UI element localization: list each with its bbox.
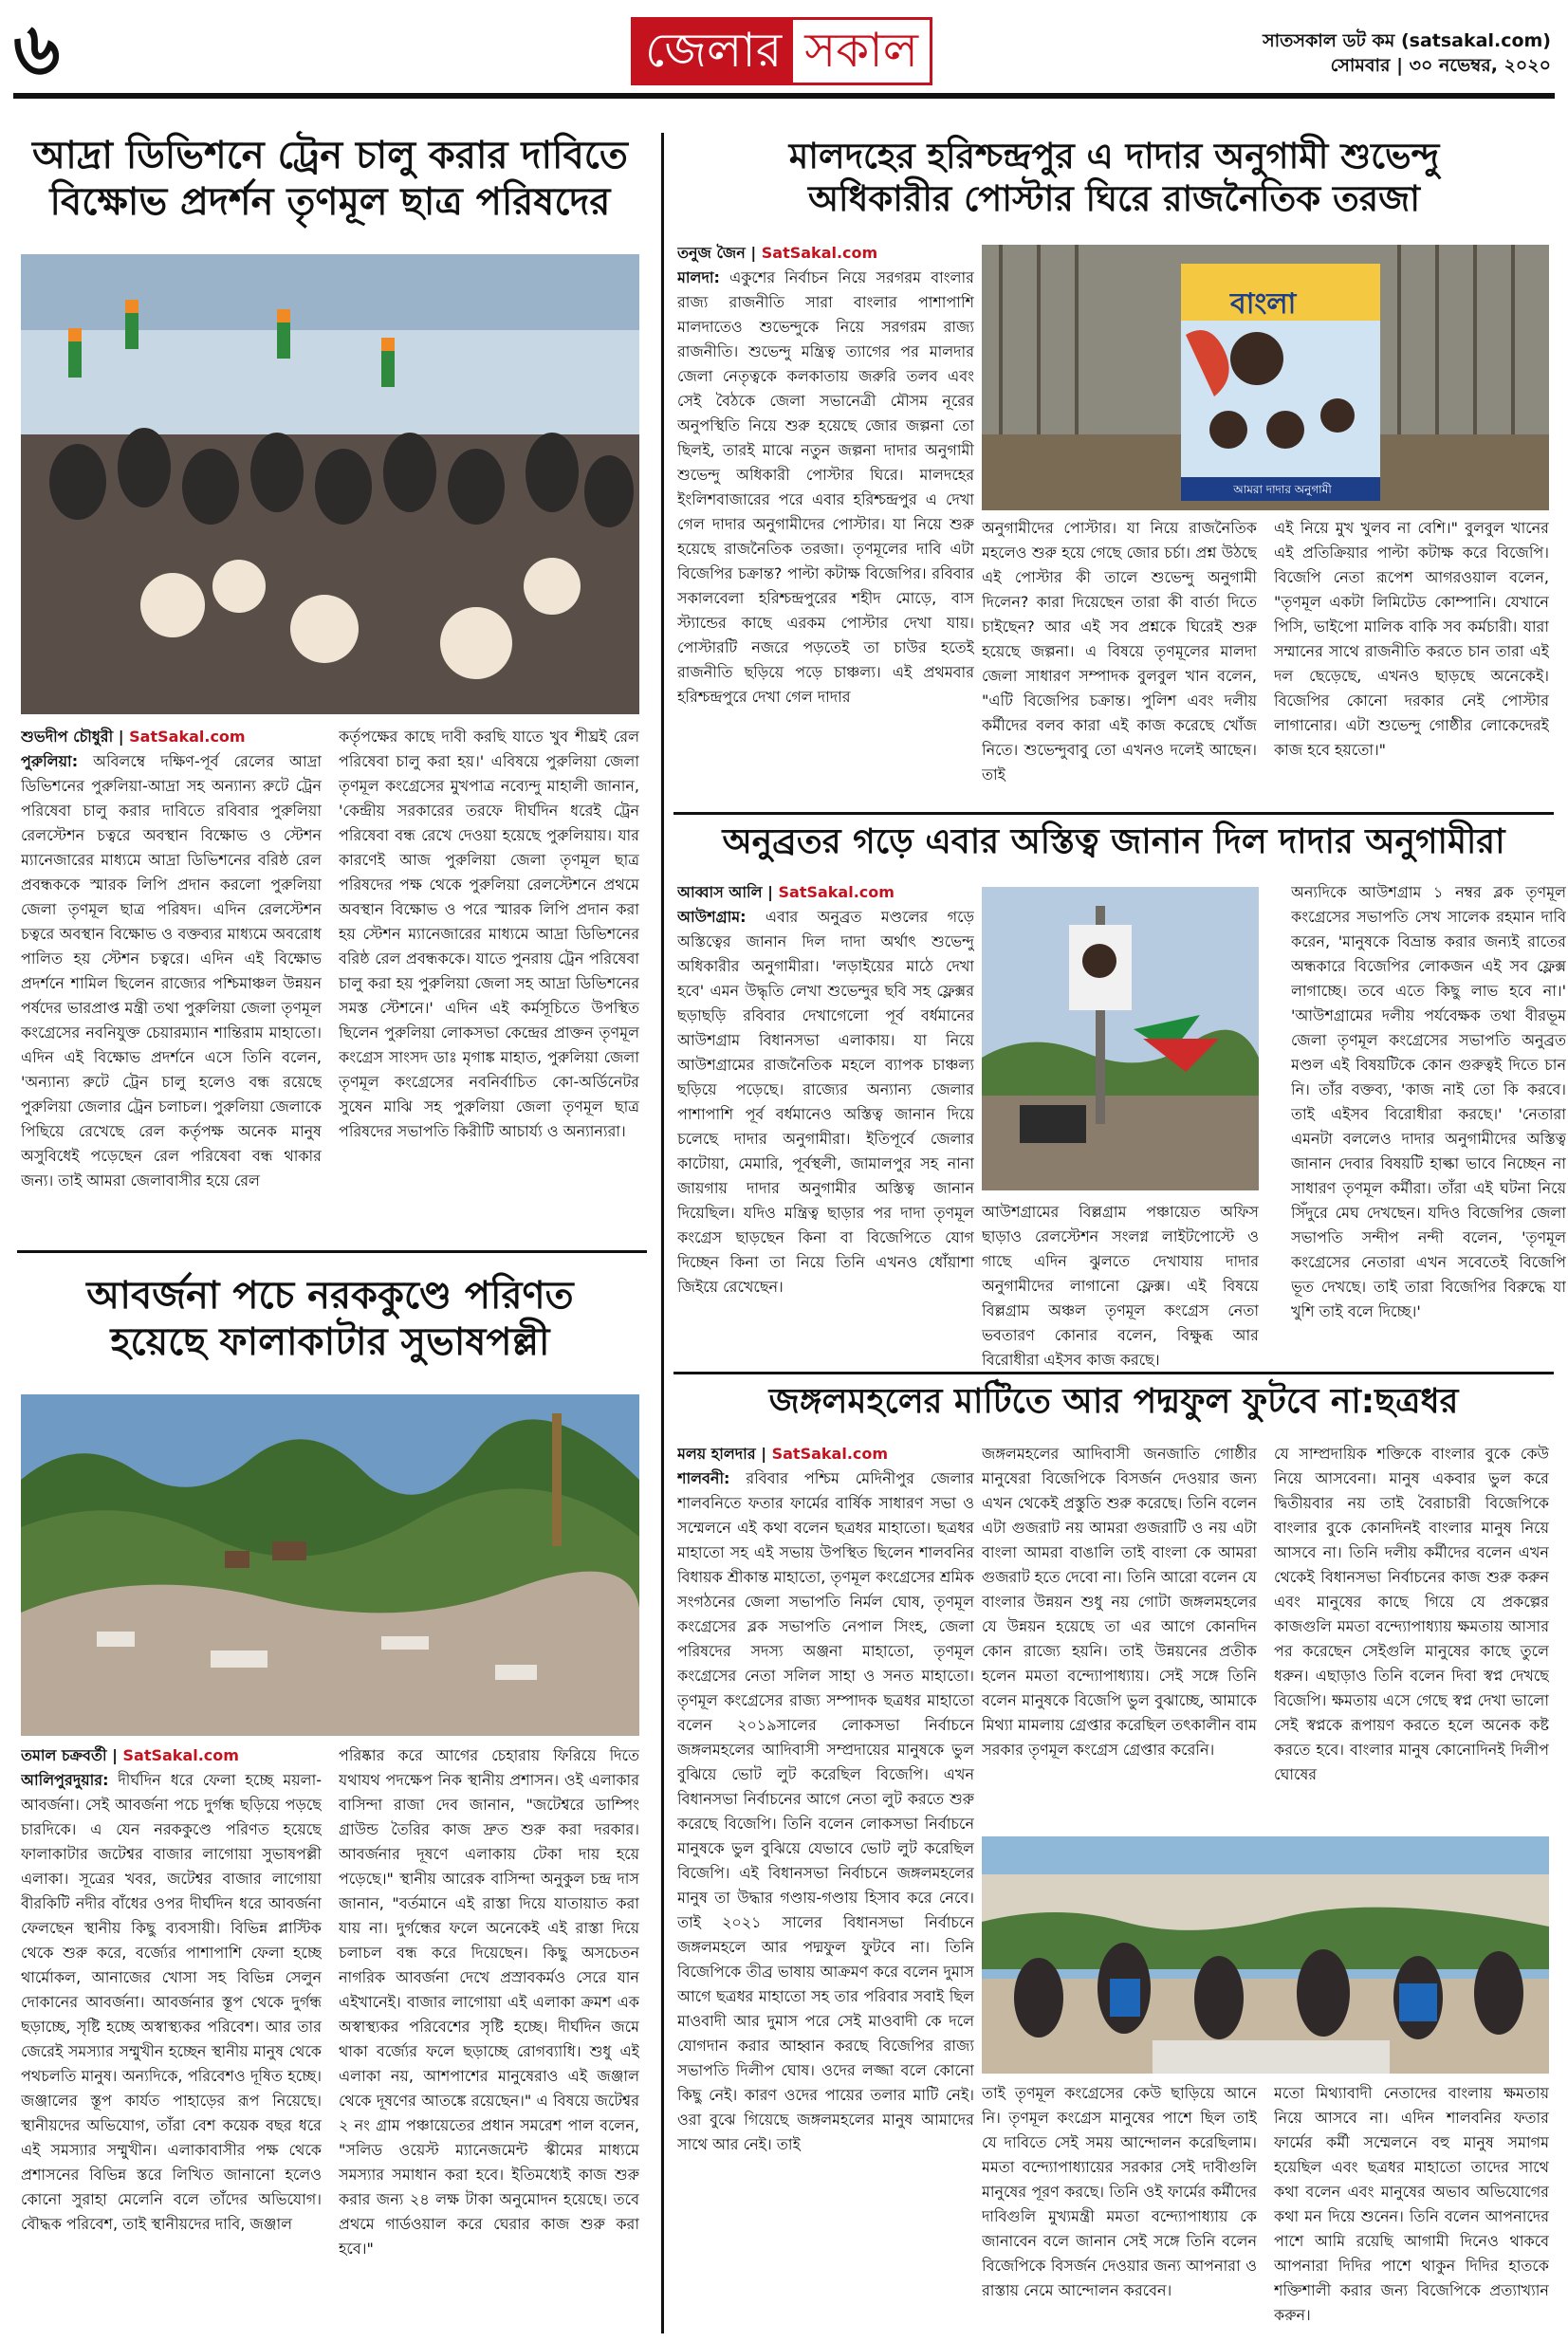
column-rule [661, 133, 664, 2333]
adra-headline-line-2: বিক্ষোভ প্রদর্শন তৃণমূল ছাত্র পরিষদের [49, 179, 611, 224]
logo-part-2: সকাল [793, 20, 930, 83]
jangalmahal-column-3 [1274, 1442, 1549, 1829]
jangalmahal-dateline: শালবনী: [677, 1469, 730, 1487]
falakata-byline: তমাল চক্রবর্তী | SatSakal.com [21, 1746, 239, 1764]
jangalmahal-text-2: জঙ্গলমহলের আদিবাসী জনজাতি গোষ্ঠীর মানুষেরা বিজেপিকে বিসর্জন দেওয়ার জন্য এখন থেকেই প্রস্তুতি শুরু করেছে। তিনি বলেন এটা গুজরাট নয় আমরা গুজরাটি ও নয় এটা বাংলা আমরা বাঙালি তাই বাংলা কে আমরা গুজরাট হতে দেবো না। তিনি আরো বলেন যে বাংলার উন্নয়ন শুধু নয় গোটা জঙ্গলমহলের যে উন্নয়ন হয়েছে তা এর আগে কোনদিন কোন রাজ্যে হয়নি। তাই উন্নয়নের প্রতীক হলেন মমতা বন্দ্যোপাধ্যায়। সেই সঙ্গে তিনি বলেন মানুষকে বিজেপি ভুল বুঝাচ্ছে, আমাকে মিথ্যা মামলায় গ্রেপ্তার করেছিল তৎকালীন বাম সরকার তৃণমূল কংগ্রেস গ্রেপ্তার করেনি। [982, 1445, 1257, 1759]
adra-body [21, 725, 639, 1242]
poster-caption: আমরা দাদার অনুগামী [1233, 483, 1332, 496]
jangalmahal-column-2 [982, 1442, 1257, 1829]
jangalmahal-text-4: তাই তৃণমূল কংগ্রেসের কেউ ছাড়িয়ে আনে নি। তৃণমূল কংগ্রেস মানুষের পাশে ছিল তাই যে দাবিতে সেই সময় আন্দোলন করেছিলাম। মমতা বন্দ্যোপাধ্যায়ের সরকার সেই দাবীগুলি মানুষের পূরণ করছে। তিনি ওই ফার্মের কর্মীদের দাবিগুলি মুখ্যমন্ত্রী মমতা বন্দ্যোপাধ্যায় কে জানাবেন বলে জানান সেই সঙ্গে তিনি বলেন বিজেপিকে বিসর্জন দেওয়ার জন্য আপনারা ও রাস্তায় নেমে আন্দোলন করবেন। [982, 2084, 1257, 2299]
adra-byline: শুভদীপ চৌধুরী | SatSakal.com [21, 728, 246, 746]
jangalmahal-column-5 [1274, 2081, 1549, 2335]
malda-headline-line-2: অধিকারীর পোস্টার ঘিরে রাজনৈতিক তরজা [808, 178, 1420, 220]
jangalmahal-headline: জঙ্গলমহলের মাটিতে আর পদ্মফুল ফুটবে না:ছত্রধর [768, 1382, 1459, 1421]
page-number: ৬ [13, 7, 61, 91]
ausgram-photo-caption [982, 1200, 1259, 1380]
jangalmahal-lower-body [982, 2081, 1549, 2335]
jangalmahal-text-3: যে সাম্প্রদায়িক শক্তিকে বাংলার বুকে কেউ নিয়ে আসবেনা। মানুষ একবার ভুল করে দ্বিতীয়বার নয় তাই বৈরাচারী বিজেপিকে বাংলার বুকে কোনদিনই বাংলার মানুষ নিয়ে আসবে না। তিনি দলীয় কর্মীদের বলেন এখন থেকেই বিধানসভা নির্বাচনের কাজ শুরু করুন এবং মানুষের কাছে গিয়ে যে প্রকল্পের কাজগুলি মমতা বন্দ্যোপাধ্যায় ক্ষমতায় আসার পর করেছেন সেইগুলি মানুষের কাছে তুলে ধরুন। এছাড়াও তিনি বলেন দিবা স্বপ্ন দেখছে বিজেপি। ক্ষমতায় এসে গেছে স্বপ্ন দেখা ভালো সেই স্বপ্নকে রূপায়ণ করতে হলে অনেক কষ্ট করতে হবে। বাংলার মানুষ কোনোদিনই দিলীপ ঘোষের [1274, 1445, 1549, 1783]
jangalmahal-column-1 [677, 1442, 974, 2335]
adra-column-2 [339, 725, 639, 1242]
issue-date: সোমবার | ৩০ নভেম্বর, ২০২০ [1330, 55, 1551, 76]
masthead-rule [13, 93, 1555, 99]
ausgram-column-3 [1291, 880, 1566, 1381]
jangalmahal-text-5: মতো মিথ্যাবাদী নেতাদের বাংলায় ক্ষমতায় নিয়ে আসবে না। এদিন শালবনির ফতার ফার্মের কর্মী সম্মেলনে বহু মানুষ সমাগম হয়েছিল এবং ছত্রধর মাহাতো তাদের সাথে কথা বলেন এবং মানুষের অভাব অভিযোগের কথা মন দিয়ে শুনেন। তিনি বলেন আপনাদের পাশে আমি রয়েছি আগামী দিনেও থাকবে আপনারা দিদির পাশে থাকুন দিদির হাতকে শক্তিশালী করার জন্য বিজেপিকে প্রত্যাখ্যান করুন। [1274, 2084, 1549, 2324]
jangalmahal-text-1: রবিবার পশ্চিম মেদিনীপুর জেলার শালবনিতে ফতার ফার্মের বার্ষিক সাধারণ সভা ও সম্মেলনে এই কথা বলেন ছত্রধর মাহাতো। ছত্রধর মাহাতো সহ এই সভায় উপস্থিত ছিলেন শালবনির বিধায়ক শ্রীকান্ত মাহাতো, তৃণমূল কংগ্রেসের শ্রমিক সংগঠনের জেলা সভাপতি নির্মল ঘোষ, তৃণমূল কংগ্রেসের ব্লক সভাপতি নেপাল সিংহ, জেলা পরিষদের সদস্য অঞ্জনা মাহাতো, তৃণমূল কংগ্রেসের নেতা সলিল সাহা ও সনত মাহাতো। তৃণমূল কংগ্রেসের রাজ্য সম্পাদক ছত্রধর মাহাতো বলেন ২০১৯সালের লোকসভা নির্বাচনে জঙ্গলমহলের আদিবাসী সম্প্রদায়ের মানুষকে ভুল বুঝিয়ে ভোট লুট করেছিল বিজেপি। এখন বিধানসভা নির্বাচনের আগে নেতা লুট করতে শুরু করেছে বিজেপি। তিনি বলেন লোকসভা নির্বাচনে মানুষকে ভুল বুঝিয়ে যেভাবে ভোট লুট করেছিল বিজেপি। এই বিধানসভা নির্বাচনে জঙ্গলমহলের মানুষ তা উদ্ধার গণ্ডায়-গণ্ডায় হিসাব করে নেবে। তাই ২০২১ সালের বিধানসভা নির্বাচনে জঙ্গলমহলে আর পদ্মফুল ফুটবে না। তিনি বিজেপিকে তীব্র ভাষায় আক্রমণ করে বলেন দুমাস আগে ছত্রধর মাহাতো সহ তার পরিবার সবাই ছিল মাওবাদী আর দুমাস পরে সেই মাওবাদী কে দলে যোগদান করার আহ্বান করছে বিজেপির রাজ্য সভাপতি দিলীপ ঘোষ। ওদের লজ্জা বলে কোনো কিছু নেই। কারণ ওদের পায়ের তলার মাটি নেই। ওরা বুঝে গিয়েছে জঙ্গলমহলের মানুষ আমাদের সাথে আর নেই। তাই [677, 1469, 974, 2153]
falakata-headline [17, 1273, 643, 1366]
jangalmahal-author: মলয় হালদার [677, 1445, 756, 1463]
falakata-text-2: পরিষ্কার করে আগের চেহারায় ফিরিয়ে দিতে যথাযথ পদক্ষেপ নিক স্থানীয় প্রশাসন। ওই এলাকার বাসিন্দা রাজা দেব জানান, "জটেশ্বরে ডাম্পিং গ্রাউন্ড তৈরির কাজ দ্রুত শুরু করা দরকার। আবর্জনার দূষণে এলাকায় টেকা দায় হয়ে পড়েছে।" স্থানীয় আরেক বাসিন্দা অনুকুল চন্দ্র দাস জানান, "বর্তমানে এই রাস্তা দিয়ে যাতায়াত করা যায় না। দুর্গন্ধের ফলে অনেকেই এই রাস্তা দিয়ে চলাচল বন্ধ করে দিয়েছেন। কিছু অসচেতন নাগরিক আবর্জনা দেখে প্রস্রাবকর্মও সেরে যান এইখানেই। বাজার লাগোয়া এই এলাকা ক্রমশ এক অস্বাস্থ্যকর পরিবেশের সৃষ্টি হচ্ছে। দীর্ঘদিন জমে থাকা বর্জ্যের ফলে ছড়াচ্ছে রোগব্যাধি। শুধু এই এলাকা নয়, আশপাশের মানুষেরাও এই জঞ্জাল থেকে দূষণের আতঙ্কে রয়েছেন।" এ বিষয়ে জটেশ্বর ২ নং গ্রাম পঞ্চায়েতের প্রধান সমরেশ পাল বলেন, "সলিড ওয়েস্ট ম্যানেজমেন্ট স্কীমের মাধ্যমে সমস্যার সমাধান করা হবে। ইতিমধ্যেই কাজ শুরু করার জন্য ২৪ লক্ষ টাকা অনুমোদন হয়েছে। তবে প্রথমে গার্ডওয়াল করে ঘেরার কাজ শুরু করা হবে।" [339, 1746, 639, 2258]
ausgram-text-3: অন্যদিকে আউশগ্রাম ১ নম্বর ব্লক তৃণমূল কংগ্রেসের সভাপতি সেখ সালেক রহমান দাবি করেন, 'মানুষকে বিভ্রান্ত করার জন্যই রাতের অন্ধকারে বিজেপির লোকজন এই সব ফ্লেক্স লাগাচ্ছে। তবে এতে কিছু লাভ হবে না।' 'আউশগ্রামের দলীয় পর্যবেক্ষক তথা বীরভূম জেলা তৃণমূল কংগ্রেসের সভাপতি অনুব্রত মণ্ডল এই বিষয়টিকে কোন গুরুত্বই দিতে চান নি। তাঁর বক্তব্য, 'কাজ নাই তো কি করবে। তাই এইসব বিরোধীরা করছে।' 'নেতারা এমনটা বললেও দাদার অনুগামীদের অস্তিত্ব জানান দেবার বিষয়টি হাল্কা ভাবে নিচ্ছেন না সাধারণ তৃণমূল কর্মীরা। তাঁরা এই ঘটনা নিয়ে সিঁদুরে মেঘ দেখছেন। যদিও বিজেপির জেলা সভাপতি সন্দীপ নন্দী বলেন, 'তৃণমূল কংগ্রেসের নেতারা এখন সবেতেই বিজেপি ভূত দেখছে। তাই তারা বিজেপির বিরুদ্ধে যা খুশি তাই বলে দিচ্ছে।' [1291, 883, 1566, 1320]
falakata-column-1 [21, 1743, 322, 2336]
falakata-body [21, 1743, 639, 2336]
falakata-author: তমাল চক্রবর্তী [21, 1746, 107, 1764]
ausgram-headline: অনুব্রতর গড়ে এবার অস্তিত্ব জানান দিল দাদার অনুগামীরা [722, 822, 1505, 861]
ausgram-source: SatSakal.com [778, 883, 895, 901]
malda-headline-line-1: মালদহের হরিশ্চন্দ্রপুর এ দাদার অনুগামী শুভেন্দু [788, 136, 1440, 176]
malda-lower-body [982, 516, 1549, 801]
jangalmahal-byline: মলয় হালদার | SatSakal.com [677, 1445, 889, 1463]
jangalmahal-column-4 [982, 2081, 1257, 2335]
falakata-headline-line-2: হয়েছে ফালাকাটার সুভাষপল্লী [110, 1319, 550, 1364]
adra-author: শুভদীপ চৌধুরী [21, 728, 114, 746]
malda-source: SatSakal.com [761, 244, 878, 262]
adra-dateline: পুরুলিয়া: [21, 752, 79, 770]
rule-left-1 [17, 1250, 647, 1253]
garbage-dump-photo [21, 1394, 639, 1736]
rule-right-2 [673, 1372, 1554, 1374]
malda-byline: তনুজ জৈন | SatSakal.com [677, 244, 878, 262]
adra-source: SatSakal.com [129, 728, 246, 746]
adra-protest-photo [21, 254, 639, 714]
ausgram-text-1: এবার অনুব্রত মণ্ডলের গড়ে অস্তিত্বের জানান দিল দাদা অর্থাৎ শুভেন্দু অধিকারীর অনুগামীরা। 'লড়াইয়ের মাঠে দেখা হবে' এমন উদ্ধৃতি লেখা শুভেন্দুর ছবি সহ ফ্লেক্সর ছড়াছড়ি রবিবার দেখাগেলো পূর্ব বর্ধমানের আউশগ্রাম বিধানসভা এলাকায়। যা নিয়ে আউশগ্রামের রাজনৈতিক মহলে ব্যাপক চাঞ্চল্য ছড়িয়ে পড়েছে। রাজ্যের অন্যান্য জেলার পাশাপাশি পূর্ব বর্ধমানেও অস্তিত্ব জানান দিয়ে চলেছে দাদার অনুগামীরা। ইতিপূর্বে জেলার কাটোয়া, মেমারি, পূর্বস্থলী, জামালপুর সহ নানা জায়গায় দাদার অনুগামীর অস্তিত্ব জানান দিয়েছিল। যদিও মন্ত্রিত্ব ছাড়ার পর দাদা তৃণমূল কংগ্রেস ছাড়ছেন কিনা বা বিজেপিতে যোগ দিচ্ছেন কিনা তা নিয়ে তিনি এখনও ধোঁয়াশা জিইয়ে রেখেছেন। [677, 908, 974, 1296]
ausgram-caption-text: আউশগ্রামের বিল্লগ্রাম পঞ্চায়েত অফিস ছাড়াও রেলস্টেশন সংলগ্ন লাইটপোস্টে ও গাছে এদিন ঝুলতে দেখাযায় দাদার অনুগামীদের লাগানো ফ্লেক্স। এই বিষয়ে বিল্লগ্রাম অঞ্চল তৃণমূল কংগ্রেস নেতা ভবতারণ কোনার বলেন, বিক্ষুব্ধ আর বিরোধীরা এইসব কাজ করছে। [982, 1203, 1259, 1369]
falakata-text-1: দীর্ঘদিন ধরে ফেলা হচ্ছে ময়লা-আবর্জনা। সেই আবর্জনা পচে দুর্গন্ধ ছড়িয়ে পড়ছে চারদিকে। এ যেন নরককুণ্ডে পরিণত হয়েছে ফালাকাটার জটেশ্বর বাজার লাগোয়া সুভাষপল্লী এলাকা। সূত্রের খবর, জটেশ্বর বাজার লাগোয়া বীরকিটি নদীর বাঁধের ওপর দীর্ঘদিন ধরে আবর্জনা ফেলছেন স্থানীয় কিছু ব্যবসায়ী। বিভিন্ন প্লাস্টিক থেকে শুরু করে, বর্জ্যের পাশাপাশি ফেলা হচ্ছে থার্মোকল, আনাজের খোসা সহ বিভিন্ন সেলুন দোকানের আবর্জনা। আবর্জনার স্তূপ থেকে দুর্গন্ধ ছড়াচ্ছে, সৃষ্টি হচ্ছে অস্বাস্থ্যকর পরিবেশ। আর তার জেরেই সমস্যার সম্মুখীন হচ্ছেন স্থানীয় মানুষ থেকে পথচলতি মানুষ। অন্যদিকে, পরিবেশও দূষিত হচ্ছে। জঞ্জালের স্তূপ কার্যত পাহাড়ের রূপ নিয়েছে। স্থানীয়দের অভিযোগ, তাঁরা বেশ কয়েক বছর ধরে এই সমস্যার সম্মুখীন। এলাকাবাসীর পক্ষ থেকে প্রশাসনের বিভিন্ন স্তরে লিখিত জানানো হলেও কোনো সুরাহা মেলেনি বলে তাঁদের অভিযোগ। বৌদ্ধক পরিবেশ, তাই স্থানীয়দের দাবি, জঞ্জাল [21, 1771, 322, 2233]
ausgram-column-1 [677, 880, 974, 1381]
malda-text-2: অনুগামীদের পোস্টার। যা নিয়ে রাজনৈতিক মহলেও শুরু হয়ে গেছে জোর চর্চা। প্রশ্ন উঠছে এই পোস্টার কী তালে শুভেন্দু অনুগামী দিলেন? কারা দিয়েছেন তারা কী বার্তা দিতে চাইছেন? আর এই সব প্রশ্নকে ঘিরেই শুরু হয়েছে জল্পনা। এ বিষয়ে তৃণমূলের মালদা জেলা সাধারণ সম্পাদক বুলবুল খান বলেন, "এটি বিজেপির চক্রান্ত। পুলিশ এবং দলীয় কর্মীদের বলব কারা এই কাজ করেছে খোঁজ নিতে। শুভেন্দুবাবু তো এখনও দলেই আছেন। তাই [982, 519, 1257, 784]
site-name: সাতসকাল ডট কম (satsakal.com) [1263, 30, 1551, 51]
malda-text-1: একুশের নির্বাচন নিয়ে সরগরম বাংলার রাজ্য রাজনীতি সারা বাংলার পাশাপাশি মালদাতেও শুভেন্দুকে নিয়ে সরগরম রাজ্য রাজনীতি। শুভেন্দু মন্ত্রিত্ব ত্যাগের পর মালদার জেলা নেতৃত্বকে কলকাতায় জরুরি তলব এবং সেই বৈঠকে জেলা সভানেত্রী মৌসম নূরের অনুপস্থিতি নিয়ে শুরু হয়েছে জোর জল্পনা তো ছিলই, তারই মাঝে নতুন জল্পনা দাদার অনুগামী শুভেন্দু অধিকারী পোস্টার ঘিরে। মালদহের ইংলিশবাজারের পরে এবার হরিশ্চন্দ্রপুর এ দেখা গেল দাদার অনুগামীদের পোস্টার। যা নিয়ে শুরু হয়েছে রাজনৈতিক তরজা। তৃণমূলের দাবি এটা বিজেপির চক্রান্ত? পাল্টা কটাক্ষ বিজেপির। রবিবার সকালবেলা হরিশ্চন্দ্রপুরের শহীদ মোড়ে, বাস স্ট্যান্ডের কাছে এরকম পোস্টার দেখা যায়। পোস্টারটি নজরে পড়তেই তা চাউর হতেই রাজনীতি ছড়িয়ে পড়ে চাঞ্চল্য। এই প্রথমবার হরিশ্চন্দ্রপুরে দেখা গেল দাদার [677, 268, 974, 706]
jangalmahal-meeting-photo [982, 1836, 1549, 2074]
logo-part-1: জেলার [634, 20, 793, 83]
malda-column-2 [982, 516, 1257, 801]
falakata-column-2 [339, 1743, 639, 2336]
malda-author: তনুজ জৈন [677, 244, 746, 262]
adra-headline-line-1: আদ্রা ডিভিশনে ট্রেন চালু করার দাবিতে [32, 134, 628, 177]
malda-dateline: মালদা: [677, 268, 720, 286]
falakata-source: SatSakal.com [122, 1746, 239, 1764]
malda-column-3 [1274, 516, 1549, 801]
ausgram-flex-photo [982, 887, 1259, 1190]
ausgram-dateline: আউশগ্রাম: [677, 908, 747, 926]
malda-headline [675, 135, 1553, 220]
falakata-dateline: আলিপুরদুয়ার: [21, 1771, 109, 1789]
adra-headline [17, 133, 643, 226]
ausgram-author: আব্বাস আলি [677, 883, 763, 901]
jangalmahal-upper-body [982, 1442, 1549, 1829]
malda-text-3: এই নিয়ে মুখ খুলব না বেশি।" বুলবুল খানের এই প্রতিক্রিয়ার পাল্টা কটাক্ষ করে বিজেপি। বিজেপি নেতা রূপেশ আগরওয়াল বলেন, "তৃণমূল একটা লিমিটেড কোম্পানি। যেখানে পিসি, ভাইপো মালিক বাকি সব কর্মচারী। যারা সম্মানের সাথে রাজনীতি করতে চান তারা এই দল ছেড়েছে, এখনও ছাড়ছে অনেকেই। বিজেপির কোনো দরকার নেই পোস্টার লাগানোর। এটা শুভেন্দু গোষ্ঠীর লোকেদেরই কাজ হবে হয়তো।" [1274, 519, 1549, 759]
jangalmahal-source: SatSakal.com [771, 1445, 889, 1463]
section-logo [631, 17, 932, 85]
ausgram-byline: আব্বাস আলি | SatSakal.com [677, 883, 895, 901]
rule-right-1 [673, 812, 1554, 815]
malda-poster-photo [982, 245, 1549, 510]
adra-column-1 [21, 725, 322, 1242]
adra-text-1: অবিলম্বে দক্ষিণ-পূর্ব রেলের আদ্রা ডিভিশনের পুরুলিয়া-আদ্রা সহ অন্যান্য রুটে ট্রেন পরিষেবা চালু করার দাবিতে রবিবার পুরুলিয়া রেলস্টেশন চত্বরে অবস্থান বিক্ষোভ ও স্টেশন ম্যানেজারের মাধ্যমে আদ্রা ডিভিশনের বরিষ্ঠ রেল প্রবন্ধককে স্মারক লিপি প্রদান করলো পুরুলিয়া জেলা তৃণমূল ছাত্র পরিষদ। এদিন রেলস্টেশন চত্বরে অবস্থান বিক্ষোভ ও বক্তব্যর মাধ্যমে অবরোধ পালিত হয় স্টেশন চত্বরে। এদিন এই বিক্ষোভ প্রদর্শনে শামিল ছিলেন রাজ্যের পশ্চিমাঞ্চল উন্নয়ন পর্ষদের ভারপ্রাপ্ত মন্ত্রী তথা পুরুলিয়া জেলা তৃণমূল কংগ্রেসের নবনিযুক্ত চেয়ারম্যান শান্তিরাম মাহাতো। এদিন এই বিক্ষোভ প্রদর্শনে এসে তিনি বলেন, 'অন্যান্য রুটে ট্রেন চালু হলেও বন্ধ রয়েছে পুরুলিয়া জেলার ট্রেন চলাচল। পুরুলিয়া জেলাকে পিছিয়ে রেখেছে রেল কর্তৃপক্ষ অনেক মানুষ অসুবিধেই পড়েছেন রেল পরিষেবা বন্ধ থাকার জন্য। তাই আমরা জেলাবাসীর হয়ে রেল [21, 752, 322, 1189]
poster-title: বাংলা [1230, 287, 1297, 321]
malda-column-1 [677, 241, 974, 715]
masthead-info [1263, 28, 1551, 78]
falakata-headline-line-1: আবর্জনা পচে নরককুণ্ডে পরিণত [86, 1274, 574, 1318]
adra-text-2: কর্তৃপক্ষের কাছে দাবী করছি যাতে খুব শীঘ্রই রেল পরিষেবা চালু করা হয়।' এবিষয়ে পুরুলিয়া জেলা তৃণমূল কংগ্রেসের মুখপাত্র নব্যেন্দু মাহালী জানান, 'কেন্দ্রীয় সরকারের তরফে দীর্ঘদিন ধরেই ট্রেন পরিষেবা বন্ধ রেখে দেওয়া হয়েছে পুরুলিয়ায়। যার কারণেই আজ পুরুলিয়া জেলা তৃণমূল ছাত্র পরিষদের পক্ষ থেকে পুরুলিয়া রেলস্টেশনে প্রথমে অবস্থান বিক্ষোভ ও পরে স্মারক লিপি প্রদান করা হয় স্টেশন ম্যানেজারের মাধ্যমে আদ্রা ডিভিশনের বরিষ্ঠ রেল প্রবন্ধককে। যাতে পুনরায় ট্রেন পরিষেবা চালু করা হয় পুরুলিয়া জেলা সহ আদ্রা ডিভিশনের সমস্ত স্টেশনে।' এদিন এই কর্মসূচিতে উপস্থিত ছিলেন পুরুলিয়া লোকসভা কেন্দ্রের প্রাক্তন তৃণমূল কংগ্রেস সাংসদ ডাঃ মৃগাঙ্ক মাহাত, পুরুলিয়া জেলা তৃণমূল কংগ্রেসের নবনির্বাচিত কো-অর্ডিনেটর সুষেন মাঝি সহ পুরুলিয়া জেলা তৃণমূল ছাত্র পরিষদের সভাপতি কিরীটি আচার্য্য ও অন্যান্যরা। [339, 728, 639, 1140]
